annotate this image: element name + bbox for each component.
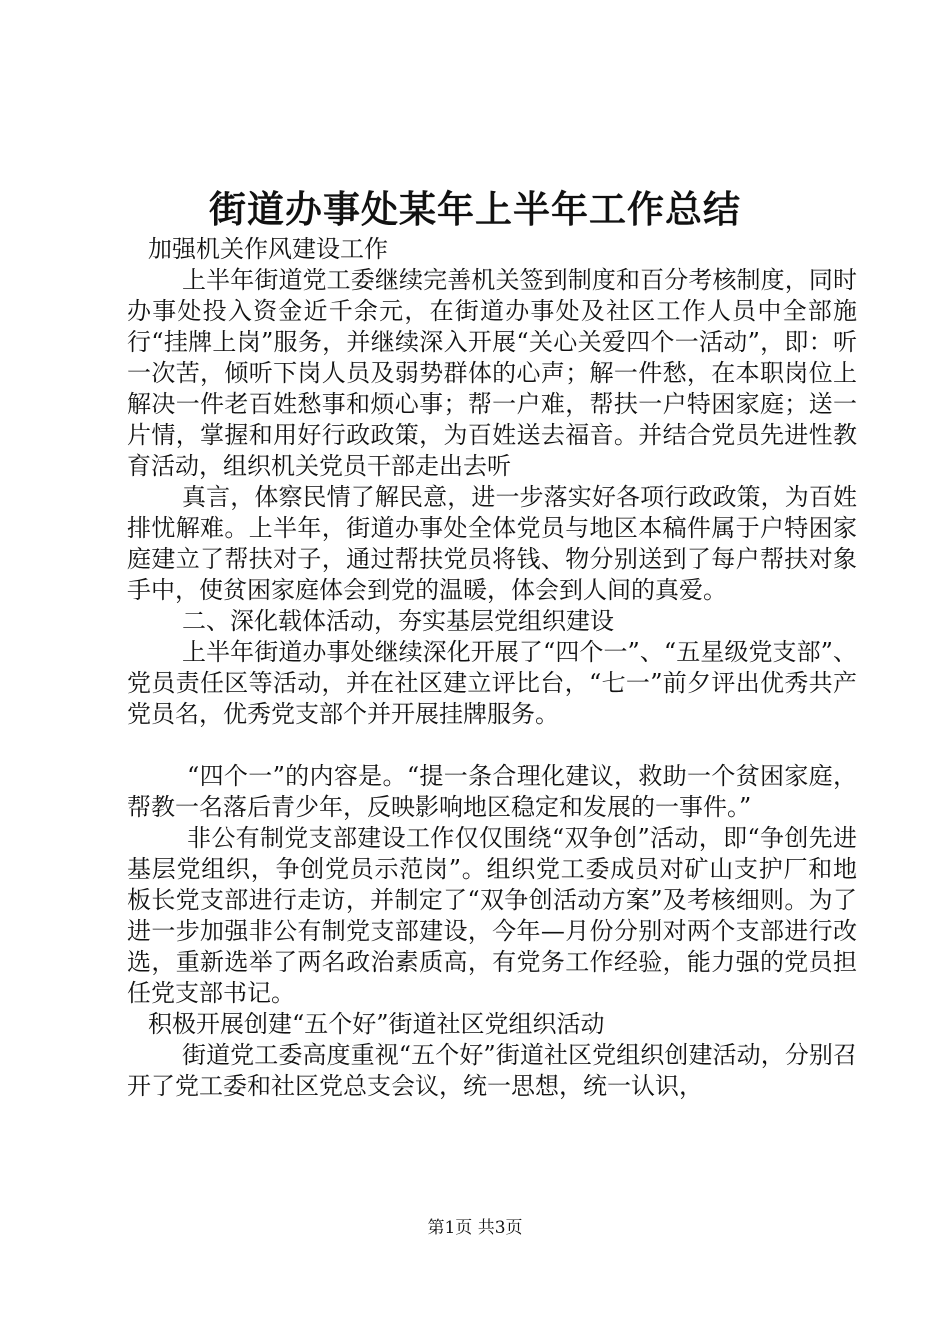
body-paragraph: 非公有制党支部建设工作仅仅围绕“双争创”活动，即“争创先进基层党组织，争创党员示范岗”。组织党工委成员对矿山支护厂和地板长党支部进行走访，并制定了“双争创活动方案”及考核细则。为了进一步加强非公有制党支部建设，今年—月份分别对两个支部进行改选，重新选举了两名政治素质高，有党务工作经验，能力强的党员担任党支部书记。 (127, 824, 857, 1007)
section-heading: 加强机关作风建设工作 (148, 235, 388, 263)
body-paragraph: 街道党工委高度重视“五个好”街道社区党组织创建活动，分别召开了党工委和社区党总支会议，统一思想，统一认识， (127, 1041, 857, 1100)
document-body (127, 234, 857, 1102)
body-paragraph: 上半年街道办事处继续深化开展了“四个一”、“五星级党支部”、党员责任区等活动，并在社区建立评比台，“七一”前夕评出优秀共产党员名，优秀党支部个并开展挂牌服务。 (127, 638, 857, 728)
section-heading: 二、深化载体活动，夯实基层党组织建设 (182, 607, 614, 635)
section-heading: 积极开展创建“五个好”街道社区党组织活动 (148, 1010, 605, 1038)
body-paragraph: 真言，体察民情了解民意，进一步落实好各项行政政策，为百姓排忧解难。上半年，街道办事处全体党员与地区本稿件属于户特困家庭建立了帮扶对子，通过帮扶党员将钱、物分别送到了每户帮扶对象手中，使贫困家庭体会到党的温暖，体会到人间的真爱。 (127, 483, 857, 604)
body-paragraph: 上半年街道党工委继续完善机关签到制度和百分考核制度，同时办事处投入资金近千余元，在街道办事处及社区工作人员中全部施行“挂牌上岗”服务，并继续深入开展“关心关爱四个一活动”，即：听一次苦，倾听下岗人员及弱势群体的心声；解一件愁，在本职岗位上解决一件老百姓愁事和烦心事；帮一户难，帮扶一户特困家庭；送一片情，掌握和用好行政政策，为百姓送去福音。并结合党员先进性教育活动，组织机关党员干部走出去听 (127, 266, 857, 480)
document-title: 街道办事处某年上半年工作总结 (209, 187, 741, 231)
blank-line (127, 730, 857, 761)
body-paragraph: “四个一”的内容是。“提一条合理化建议，救助一个贫困家庭，帮教一名落后青少年，反映影响地区稳定和发展的一事件。” (127, 762, 857, 821)
page-number-footer: 第1页 共3页 (427, 1218, 523, 1238)
